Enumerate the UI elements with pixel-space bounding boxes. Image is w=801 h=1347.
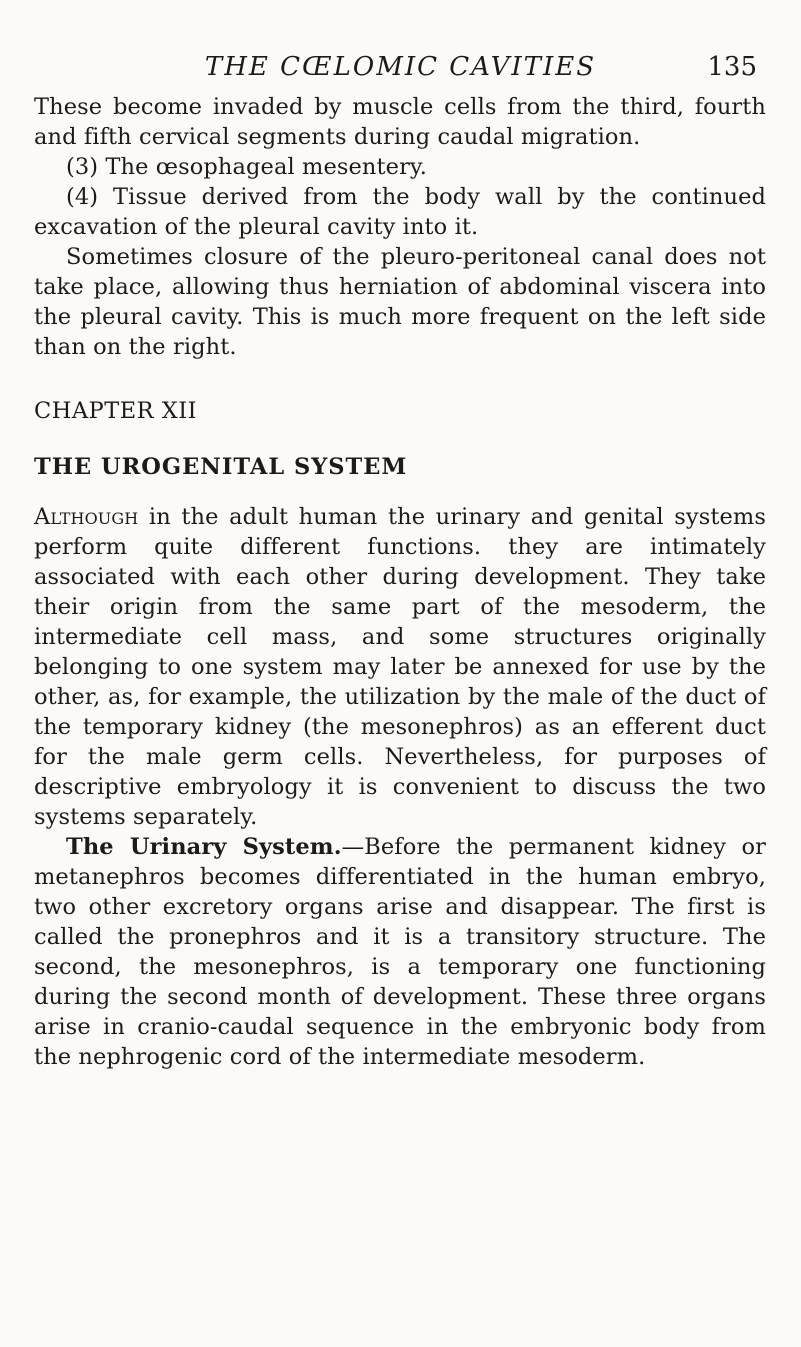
section-head-urinary-system: The Urinary System. bbox=[66, 834, 342, 860]
paragraph-urinary-system bbox=[34, 832, 766, 1072]
paragraph-herniation: Sometimes closure of the pleuro-peritoneal canal does not take place, allowing thus herniation of abdominal viscera into the pleural cavity. This is much more frequent on the left side than on the right. bbox=[34, 244, 766, 360]
intro-lead-word: Although bbox=[34, 504, 139, 530]
paragraph-continuation: These become invaded by muscle cells from the third, fourth and fifth cervical segments during caudal migration. bbox=[34, 94, 766, 150]
chapter-number: CHAPTER XII bbox=[34, 398, 198, 424]
paragraph-intro bbox=[34, 502, 766, 832]
intro-text: in the adult human the urinary and genital systems perform quite different functions. they are intimately associated with each other during development. They take their origin from the same part of the mesoderm, the intermediate cell mass, and some structures originally belonging to one system may later be annexed for use by the other, as, for example, the utilization by the male of the duct of the temporary kidney (the mesonephros) as an efferent duct for the male germ cells. Nevertheless, for purposes of descriptive embryology it is convenient to discuss the two systems separately. bbox=[34, 504, 766, 830]
running-head bbox=[0, 52, 801, 92]
page-number: 135 bbox=[707, 52, 757, 82]
running-title: THE CŒLOMIC CAVITIES bbox=[204, 52, 597, 82]
chapter-title: THE UROGENITAL SYSTEM bbox=[34, 454, 408, 480]
paragraph-item-4: (4) Tissue derived from the body wall by the continued excavation of the pleural cavity into it. bbox=[34, 184, 766, 240]
body-text bbox=[34, 92, 766, 1072]
urinary-text: —Before the permanent kidney or metanephros becomes differentiated in the human embryo, two other excretory organs arise and disappear. The first is called the pronephros and it is a transitory structure. The second, the mesonephros, is a temporary one functioning during the second month of development. These three organs arise in cranio-caudal sequence in the embryonic body from the nephrogenic cord of the intermediate mesoderm. bbox=[34, 834, 766, 1070]
paragraph-item-3: (3) The œsophageal mesentery. bbox=[66, 154, 428, 180]
